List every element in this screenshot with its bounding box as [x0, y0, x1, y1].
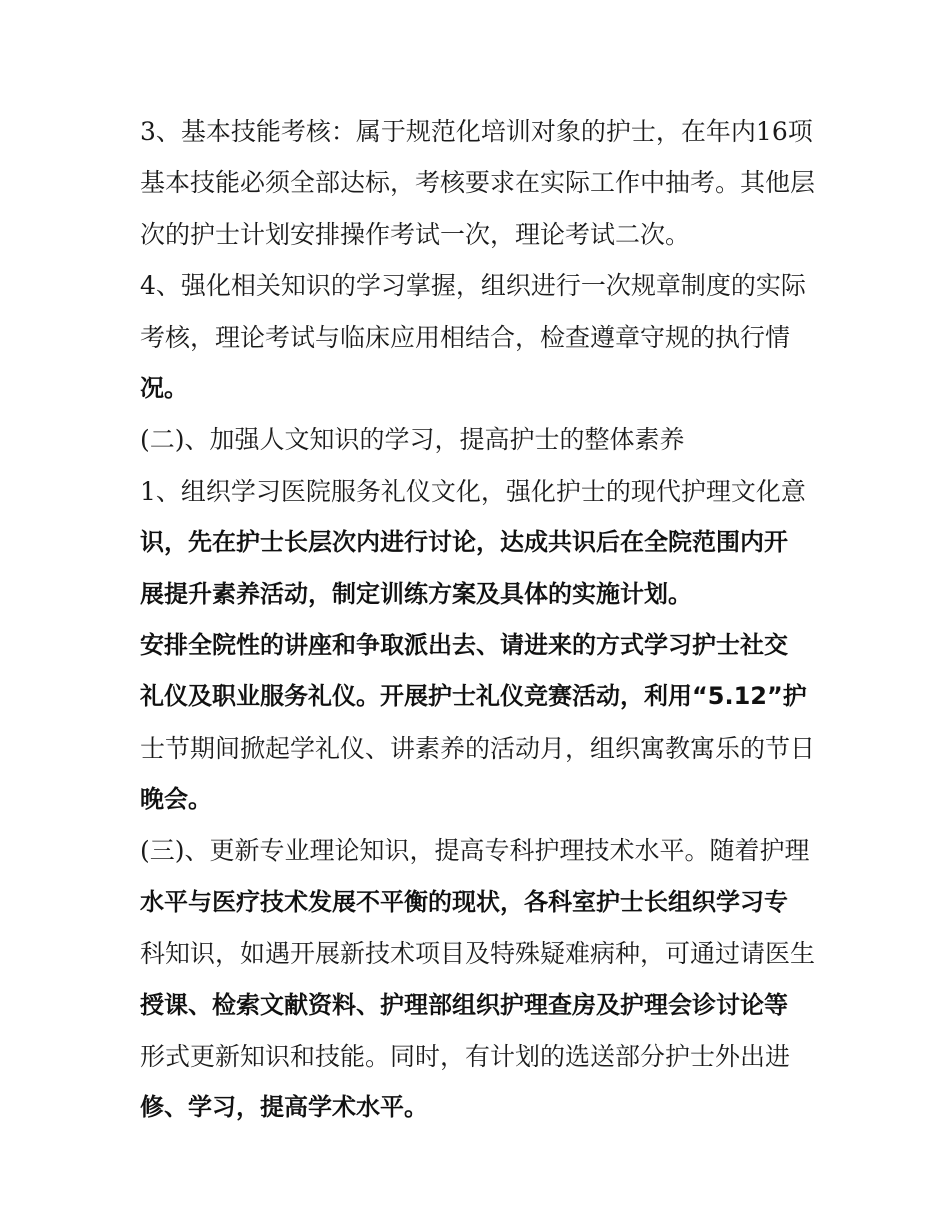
section-heading: (二)、加强人文知识的学习，提高护士的整体素养: [140, 425, 685, 455]
document-page: [140, 106, 820, 1134]
text-line: 修、学习，提高学术水平。: [140, 1093, 428, 1122]
text-line: 3、基本技能考核：属于规范化培训对象的护士，在年内16项: [140, 117, 813, 146]
text-line: 水平与医疗技术发展不平衡的现状，各科室护士长组织学习专: [140, 887, 788, 916]
text-line: 1、组织学习医院服务礼仪文化，强化护士的现代护理文化意: [140, 476, 806, 506]
text-line: 士节期间掀起学礼仪、讲素养的活动月，组织寓教寓乐的节日: [140, 733, 816, 763]
text-line: 晚会。: [140, 785, 212, 814]
text-line: 安排全院性的讲座和争取派出去、请进来的方式学习护士社交: [140, 630, 788, 659]
text-line: 礼仪及职业服务礼仪。开展护士礼仪竞赛活动，利用“5.12”护: [140, 682, 807, 711]
text-line: 考核，理论考试与临床应用相结合，检查遵章守规的执行情: [140, 322, 791, 352]
text-line: 4、强化相关知识的学习掌握，组织进行一次规章制度的实际: [140, 271, 806, 301]
text-line: 授课、检索文献资料、护理部组织护理查房及护理会诊讨论等: [140, 990, 788, 1019]
text-line: 形式更新知识和技能。同时，有计划的选送部分护士外出进: [140, 1042, 791, 1072]
text-line: 基本技能必须全部达标，考核要求在实际工作中抽考。其他层: [140, 168, 816, 198]
section-heading: (三)、更新专业理论知识，提高专科护理技术水平。随着护理: [140, 836, 810, 866]
text-line: 展提升素养活动，制定训练方案及具体的实施计划。: [140, 579, 692, 608]
text-line: 况。: [140, 373, 188, 402]
text-line: 识，先在护士长层次内进行讨论，达成共识后在全院范围内开: [140, 528, 788, 557]
text-line: 次的护士计划安排操作考试一次，理论考试二次。: [140, 219, 691, 249]
text-line: 科知识，如遇开展新技术项目及特殊疑难病种，可通过请医生: [140, 939, 816, 969]
